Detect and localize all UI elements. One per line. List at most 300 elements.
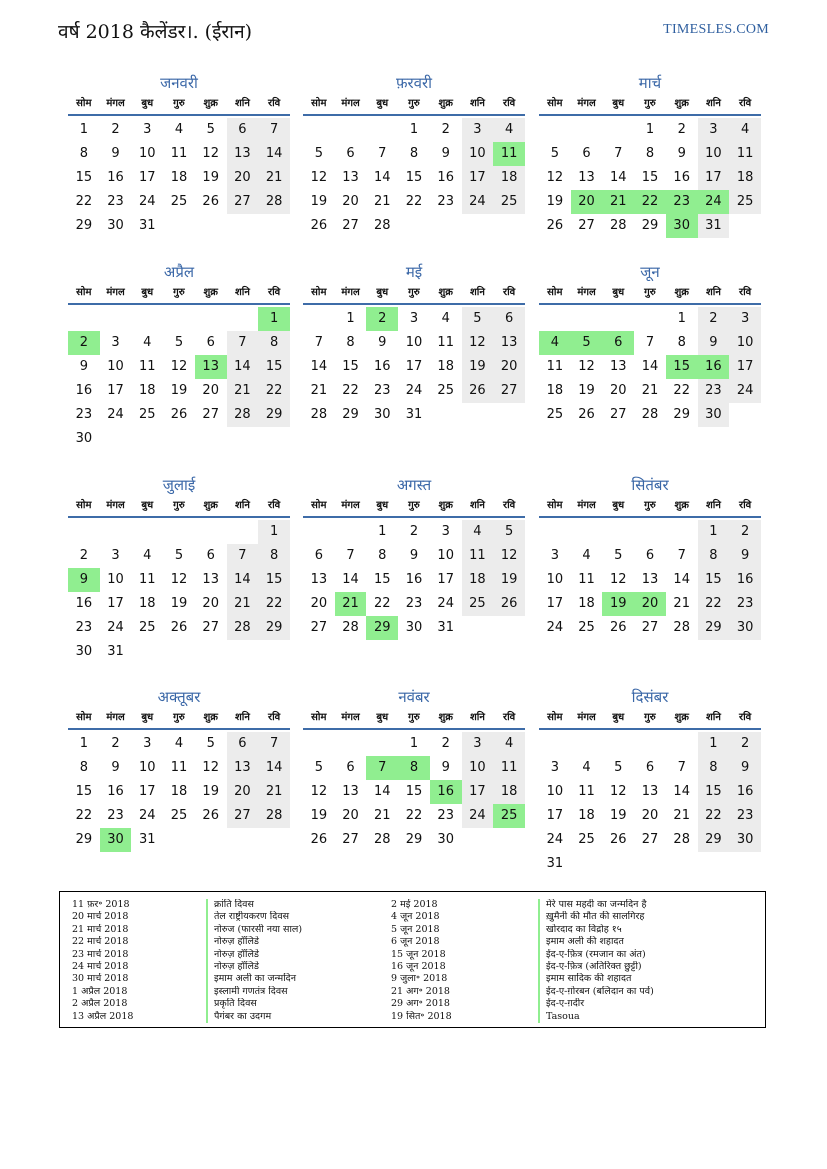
empty-day xyxy=(163,520,195,544)
day-cell: 29 xyxy=(673,407,690,422)
weekday-label: सोम xyxy=(547,98,563,109)
holiday-day-cell: 16 xyxy=(430,780,462,804)
day-cell: 20 xyxy=(202,596,219,611)
day-cell: 22 xyxy=(698,592,730,616)
holiday-list-entry: 22 मार्च 2018 xyxy=(72,936,129,948)
day-cell: 8 xyxy=(258,544,290,568)
day-cell: 31 xyxy=(139,218,156,233)
day-cell: 14 xyxy=(227,568,259,592)
day-cell: 12 xyxy=(310,784,328,799)
weekday-label: रवि xyxy=(739,712,752,723)
empty-day xyxy=(68,307,100,331)
day-cell: 7 xyxy=(314,335,323,350)
holiday-list-entry: इमाम सादिक की शहादत xyxy=(546,973,632,985)
day-cell: 4 xyxy=(729,118,761,142)
day-cell: 21 xyxy=(673,596,690,611)
day-grid xyxy=(68,732,290,852)
weekday-label: मंगल xyxy=(577,500,596,511)
weekday-label: शनि xyxy=(705,712,721,723)
day-cell: 14 xyxy=(374,784,391,799)
day-cell: 29 xyxy=(698,828,730,852)
holiday-list-entry: 20 मार्च 2018 xyxy=(72,911,129,923)
day-cell: 25 xyxy=(139,407,156,422)
day-cell: 18 xyxy=(729,166,761,190)
empty-day xyxy=(303,118,335,142)
weekday-label: सोम xyxy=(76,287,92,298)
day-cell: 7 xyxy=(677,548,686,563)
empty-day xyxy=(68,520,100,544)
day-cell: 29 xyxy=(75,218,93,233)
weekday-label: मंगल xyxy=(341,98,360,109)
holiday-day-cell: 13 xyxy=(195,355,227,379)
day-cell: 17 xyxy=(405,359,423,374)
day-cell: 27 xyxy=(578,218,595,233)
day-cell: 19 xyxy=(462,355,494,379)
holiday-list-entry: ईद-ए-फ़ित्र (रमजान का अंत) xyxy=(546,948,646,960)
weekday-label: गुरु xyxy=(408,287,420,298)
day-cell: 13 xyxy=(641,572,659,587)
day-cell: 28 xyxy=(258,804,290,828)
empty-day xyxy=(634,307,666,331)
day-cell: 18 xyxy=(139,596,156,611)
day-grid xyxy=(539,732,761,876)
day-cell: 17 xyxy=(437,572,454,587)
empty-day xyxy=(634,732,666,756)
weekday-label: शुक्र xyxy=(438,98,453,109)
holiday-list-entry: ईद-ए-ग़ोरबन (बलिदान का पर्व) xyxy=(546,985,654,997)
day-cell: 30 xyxy=(75,644,93,659)
weekday-header xyxy=(303,708,525,730)
day-cell: 31 xyxy=(405,407,423,422)
month-block xyxy=(303,261,525,427)
day-cell: 8 xyxy=(677,335,686,350)
weekday-label: मंगल xyxy=(577,287,596,298)
day-cell: 13 xyxy=(493,331,525,355)
day-cell: 11 xyxy=(170,146,188,161)
weekday-header xyxy=(303,283,525,305)
day-cell: 16 xyxy=(405,572,423,587)
day-cell: 14 xyxy=(641,359,659,374)
day-cell: 8 xyxy=(698,756,730,780)
day-cell: 21 xyxy=(310,383,328,398)
holiday-list-entry: 5 जून 2018 xyxy=(391,923,440,935)
day-cell: 12 xyxy=(493,544,525,568)
day-cell: 26 xyxy=(170,620,188,635)
day-cell: 14 xyxy=(310,359,328,374)
holiday-day-cell: 6 xyxy=(602,331,634,355)
day-cell: 22 xyxy=(405,808,423,823)
day-cell: 2 xyxy=(111,736,120,751)
weekday-label: शुक्र xyxy=(674,287,689,298)
empty-day xyxy=(602,520,634,544)
day-grid xyxy=(303,520,525,640)
holiday-list-entry: इस्लामी गणतंत्र दिवस xyxy=(214,985,288,997)
day-cell: 31 xyxy=(107,644,124,659)
day-cell: 28 xyxy=(673,620,690,635)
day-cell: 18 xyxy=(578,596,595,611)
day-cell: 17 xyxy=(139,170,156,185)
day-cell: 11 xyxy=(729,142,761,166)
weekday-label: रवि xyxy=(503,287,516,298)
weekday-header xyxy=(539,94,761,116)
day-cell: 7 xyxy=(258,118,290,142)
day-cell: 8 xyxy=(698,544,730,568)
day-cell: 17 xyxy=(546,596,564,611)
month-name: नवंबर xyxy=(398,688,430,706)
day-grid xyxy=(303,118,525,238)
day-cell: 19 xyxy=(493,568,525,592)
day-cell: 25 xyxy=(139,620,156,635)
holiday-list-entry: नोरुज़ हॉलिडे xyxy=(214,948,259,960)
day-cell: 9 xyxy=(441,760,450,775)
weekday-header xyxy=(68,94,290,116)
empty-day xyxy=(303,520,335,544)
day-cell: 27 xyxy=(227,804,259,828)
weekday-label: रवि xyxy=(268,287,281,298)
day-cell: 10 xyxy=(437,548,454,563)
weekday-label: सोम xyxy=(311,98,327,109)
day-cell: 13 xyxy=(342,784,359,799)
day-cell: 28 xyxy=(610,218,627,233)
weekday-label: मंगल xyxy=(106,98,125,109)
day-cell: 14 xyxy=(374,170,391,185)
day-cell: 30 xyxy=(437,832,454,847)
holiday-day-cell: 5 xyxy=(571,331,603,355)
day-cell: 9 xyxy=(111,146,120,161)
weekday-label: गुरु xyxy=(173,98,185,109)
day-cell: 29 xyxy=(641,218,659,233)
day-cell: 18 xyxy=(546,383,564,398)
day-cell: 5 xyxy=(206,736,215,751)
weekday-label: शनि xyxy=(705,287,721,298)
day-cell: 15 xyxy=(698,568,730,592)
day-cell: 15 xyxy=(342,359,359,374)
month-block xyxy=(539,686,761,876)
day-grid xyxy=(303,307,525,427)
day-cell: 5 xyxy=(462,307,494,331)
month-block xyxy=(68,72,290,238)
day-cell: 23 xyxy=(75,407,93,422)
day-cell: 27 xyxy=(342,832,359,847)
day-cell: 24 xyxy=(139,194,156,209)
weekday-label: शनि xyxy=(234,287,250,298)
day-cell: 24 xyxy=(546,620,564,635)
day-cell: 22 xyxy=(673,383,690,398)
weekday-header xyxy=(68,496,290,518)
day-cell: 29 xyxy=(405,832,423,847)
empty-day xyxy=(539,307,571,331)
day-cell: 28 xyxy=(641,407,659,422)
day-cell: 25 xyxy=(578,620,595,635)
day-cell: 16 xyxy=(437,170,454,185)
weekday-label: शनि xyxy=(234,98,250,109)
day-cell: 25 xyxy=(437,383,454,398)
weekday-header xyxy=(68,283,290,305)
weekday-label: रवि xyxy=(268,712,281,723)
day-cell: 20 xyxy=(310,596,328,611)
day-cell: 21 xyxy=(258,166,290,190)
weekday-label: रवि xyxy=(739,287,752,298)
day-cell: 4 xyxy=(174,736,184,751)
day-cell: 9 xyxy=(698,331,730,355)
holiday-day-cell: 20 xyxy=(634,592,666,616)
weekday-label: शुक्र xyxy=(203,500,218,511)
day-cell: 10 xyxy=(107,359,124,374)
day-cell: 21 xyxy=(673,808,690,823)
day-cell: 8 xyxy=(79,760,88,775)
weekday-label: बुध xyxy=(141,287,154,298)
weekday-label: शनि xyxy=(469,98,485,109)
day-cell: 4 xyxy=(441,311,450,326)
holiday-day-cell: 22 xyxy=(634,190,666,214)
day-cell: 7 xyxy=(258,732,290,756)
day-cell: 27 xyxy=(227,190,259,214)
day-grid xyxy=(539,520,761,640)
holiday-day-cell: 23 xyxy=(666,190,698,214)
day-cell: 14 xyxy=(258,756,290,780)
holiday-list-entry: 30 मार्च 2018 xyxy=(72,973,129,985)
weekday-label: शुक्र xyxy=(674,98,689,109)
day-cell: 5 xyxy=(314,760,323,775)
day-cell: 27 xyxy=(310,620,328,635)
day-cell: 17 xyxy=(139,784,156,799)
day-cell: 15 xyxy=(75,170,93,185)
month-name: मई xyxy=(405,263,423,281)
weekday-header xyxy=(303,496,525,518)
day-cell: 23 xyxy=(405,596,423,611)
day-cell: 27 xyxy=(641,620,659,635)
empty-day xyxy=(571,307,603,331)
empty-day xyxy=(195,520,227,544)
day-cell: 10 xyxy=(139,146,156,161)
holiday-list xyxy=(59,891,766,1028)
holiday-day-cell: 30 xyxy=(666,214,698,238)
day-cell: 5 xyxy=(614,760,623,775)
empty-day xyxy=(602,732,634,756)
day-cell: 4 xyxy=(143,335,152,350)
month-name: जून xyxy=(640,263,660,281)
holiday-list-entry: 6 जून 2018 xyxy=(391,936,440,948)
day-cell: 6 xyxy=(206,548,215,563)
day-cell: 23 xyxy=(107,808,124,823)
weekday-label: शुक्र xyxy=(438,712,453,723)
day-cell: 18 xyxy=(139,383,156,398)
day-cell: 28 xyxy=(673,832,690,847)
day-cell: 20 xyxy=(493,355,525,379)
day-cell: 30 xyxy=(75,431,93,446)
day-cell: 19 xyxy=(310,194,328,209)
day-cell: 5 xyxy=(314,146,323,161)
weekday-label: शनि xyxy=(705,98,721,109)
weekday-label: सोम xyxy=(76,712,92,723)
day-cell: 1 xyxy=(645,122,655,137)
day-cell: 6 xyxy=(346,760,355,775)
day-cell: 7 xyxy=(227,331,259,355)
holiday-list-entry: 4 जून 2018 xyxy=(391,911,440,923)
day-cell: 6 xyxy=(346,146,355,161)
day-cell: 18 xyxy=(462,568,494,592)
holiday-day-cell: 2 xyxy=(68,331,100,355)
weekday-label: गुरु xyxy=(408,500,420,511)
day-cell: 3 xyxy=(729,307,761,331)
month-block xyxy=(68,474,290,664)
weekday-label: मंगल xyxy=(341,712,360,723)
day-cell: 3 xyxy=(409,311,419,326)
empty-day xyxy=(335,732,367,756)
day-grid xyxy=(68,520,290,664)
day-cell: 23 xyxy=(437,808,454,823)
site-link[interactable]: TIMESLES.COM xyxy=(663,22,769,37)
day-cell: 31 xyxy=(437,620,454,635)
day-cell: 18 xyxy=(578,808,595,823)
day-cell: 13 xyxy=(310,572,328,587)
day-cell: 9 xyxy=(441,146,450,161)
day-cell: 12 xyxy=(578,359,595,374)
day-cell: 3 xyxy=(550,548,559,563)
weekday-label: रवि xyxy=(268,500,281,511)
day-cell: 28 xyxy=(374,832,391,847)
day-cell: 30 xyxy=(107,218,124,233)
weekday-label: बुध xyxy=(612,98,625,109)
day-cell: 6 xyxy=(493,307,525,331)
month-name: अप्रैल xyxy=(163,263,195,281)
day-cell: 9 xyxy=(111,760,120,775)
day-cell: 12 xyxy=(310,170,328,185)
day-cell: 27 xyxy=(493,379,525,403)
day-cell: 18 xyxy=(493,780,525,804)
holiday-list-entry: मेरे पास महदी का जन्मदिन है xyxy=(546,899,647,910)
holiday-day-cell: 16 xyxy=(698,355,730,379)
weekday-label: सोम xyxy=(311,712,327,723)
day-cell: 9 xyxy=(677,146,686,161)
month-name: अगस्त xyxy=(396,476,432,494)
day-cell: 6 xyxy=(645,548,655,563)
day-cell: 24 xyxy=(405,383,423,398)
day-cell: 5 xyxy=(614,548,623,563)
day-cell: 18 xyxy=(437,359,454,374)
month-name: सितंबर xyxy=(631,476,669,494)
day-cell: 4 xyxy=(143,548,152,563)
weekday-label: शनि xyxy=(705,500,721,511)
day-cell: 26 xyxy=(546,218,564,233)
day-cell: 10 xyxy=(729,331,761,355)
empty-day xyxy=(634,520,666,544)
day-cell: 17 xyxy=(698,166,730,190)
day-cell: 10 xyxy=(139,760,156,775)
day-cell: 24 xyxy=(462,190,494,214)
day-cell: 8 xyxy=(346,335,355,350)
day-cell: 17 xyxy=(462,780,494,804)
holiday-list-entry: प्रकृति दिवस xyxy=(214,998,257,1010)
empty-day xyxy=(366,732,398,756)
day-cell: 20 xyxy=(342,808,359,823)
day-cell: 2 xyxy=(677,122,686,137)
weekday-label: मंगल xyxy=(341,500,360,511)
day-cell: 22 xyxy=(342,383,359,398)
day-cell: 3 xyxy=(698,118,730,142)
day-cell: 15 xyxy=(258,568,290,592)
month-name: जनवरी xyxy=(160,74,198,92)
day-cell: 26 xyxy=(610,832,627,847)
weekday-label: गुरु xyxy=(173,500,185,511)
day-cell: 26 xyxy=(310,218,328,233)
weekday-label: बुध xyxy=(141,712,154,723)
day-cell: 30 xyxy=(374,407,391,422)
holiday-day-cell: 20 xyxy=(571,190,603,214)
empty-day xyxy=(227,307,259,331)
day-grid xyxy=(303,732,525,852)
holiday-list-entry: 23 मार्च 2018 xyxy=(72,948,129,960)
day-cell: 4 xyxy=(582,548,591,563)
day-cell: 19 xyxy=(610,808,627,823)
day-cell: 11 xyxy=(139,359,156,374)
weekday-label: शनि xyxy=(469,287,485,298)
day-cell: 23 xyxy=(107,194,124,209)
holiday-list-entry: इमाम अली का जन्मदिन xyxy=(214,973,296,985)
day-cell: 3 xyxy=(143,736,152,751)
day-cell: 2 xyxy=(409,524,419,539)
day-cell: 26 xyxy=(493,592,525,616)
holiday-list-entry: 13 अप्रैल 2018 xyxy=(72,1010,134,1022)
day-cell: 16 xyxy=(729,568,761,592)
day-cell: 23 xyxy=(437,194,454,209)
day-cell: 27 xyxy=(641,832,659,847)
day-cell: 24 xyxy=(139,808,156,823)
month-block xyxy=(68,261,290,451)
day-cell: 13 xyxy=(610,359,627,374)
day-cell: 16 xyxy=(729,780,761,804)
holiday-list-entry: 2 मई 2018 xyxy=(391,899,438,910)
empty-day xyxy=(303,732,335,756)
day-cell: 13 xyxy=(578,170,595,185)
weekday-header xyxy=(68,708,290,730)
day-cell: 13 xyxy=(342,170,359,185)
day-cell: 29 xyxy=(698,616,730,640)
day-cell: 17 xyxy=(462,166,494,190)
weekday-label: बुध xyxy=(376,712,389,723)
holiday-list-entry: ईद-ए-ग़दीर xyxy=(546,998,585,1010)
weekday-label: रवि xyxy=(739,98,752,109)
day-cell: 3 xyxy=(111,548,120,563)
holiday-day-cell: 15 xyxy=(666,355,698,379)
day-cell: 7 xyxy=(645,335,655,350)
day-cell: 26 xyxy=(310,832,328,847)
empty-day xyxy=(539,118,571,142)
holiday-dates-left xyxy=(72,899,207,1023)
day-cell: 4 xyxy=(462,520,494,544)
month-block xyxy=(68,686,290,852)
month-block xyxy=(303,474,525,640)
day-cell: 5 xyxy=(550,146,559,161)
day-cell: 6 xyxy=(645,760,655,775)
day-cell: 1 xyxy=(698,520,730,544)
day-cell: 5 xyxy=(493,520,525,544)
empty-day xyxy=(131,307,163,331)
weekday-label: शनि xyxy=(469,712,485,723)
holiday-day-cell: 24 xyxy=(698,190,730,214)
day-cell: 25 xyxy=(170,194,188,209)
weekday-label: शुक्र xyxy=(674,500,689,511)
day-grid xyxy=(68,118,290,238)
empty-day xyxy=(335,118,367,142)
empty-day xyxy=(666,520,698,544)
day-cell: 8 xyxy=(378,548,387,563)
day-cell: 10 xyxy=(698,142,730,166)
day-cell: 3 xyxy=(111,335,120,350)
month-name: अक्तूबर xyxy=(157,688,201,706)
weekday-label: बुध xyxy=(612,500,625,511)
holiday-list-entry: 16 जून 2018 xyxy=(391,961,446,973)
